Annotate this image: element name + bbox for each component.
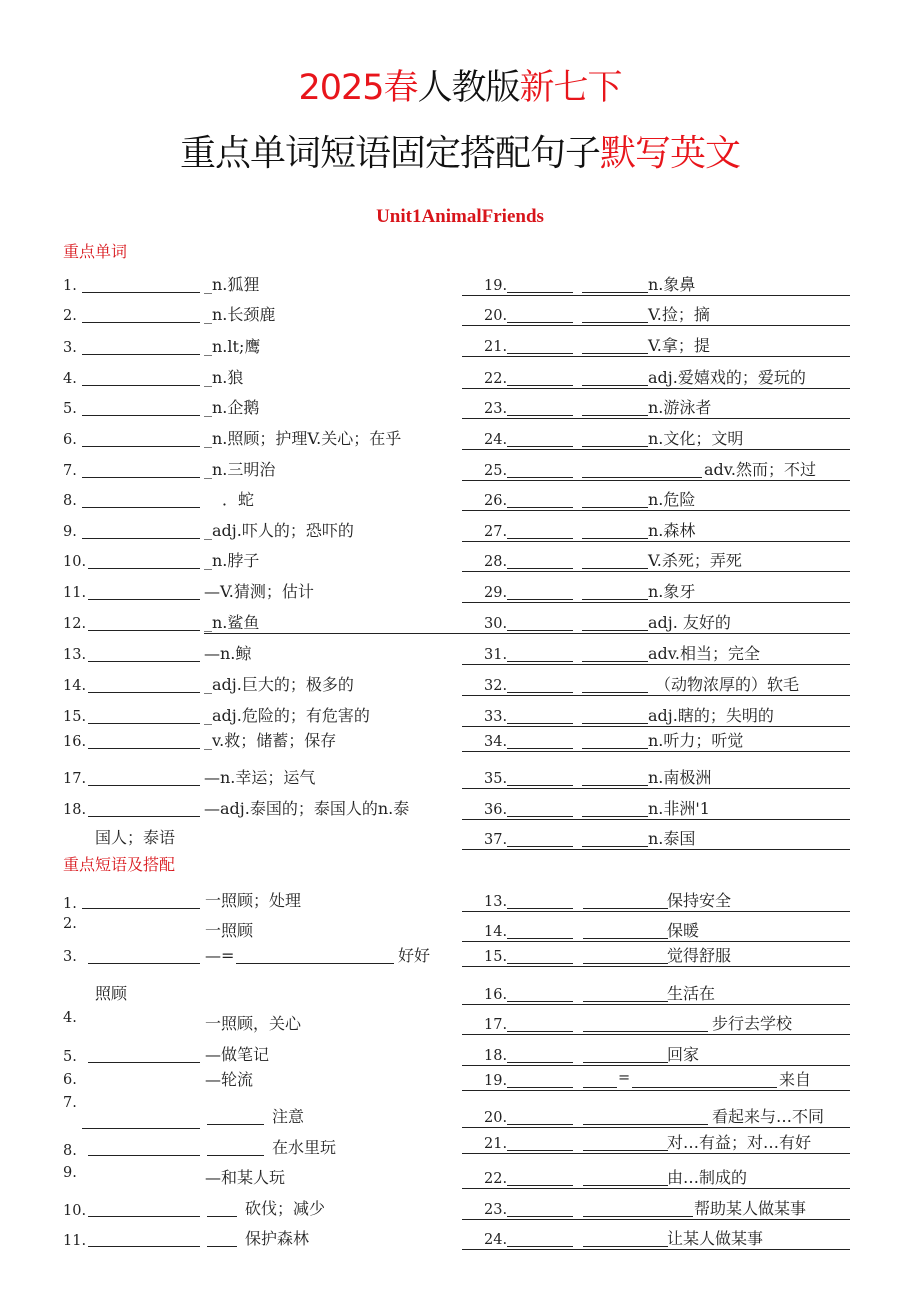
- phrase-hint: —和某人玩: [205, 1168, 286, 1187]
- answer-blank[interactable]: [88, 661, 200, 662]
- row-line: [462, 966, 850, 967]
- unit-title: Unit1AnimalFriends: [376, 206, 544, 227]
- row-line: [462, 941, 850, 942]
- word-number: 4.: [63, 371, 77, 387]
- word-hint: _n.长颈鹿: [204, 305, 276, 324]
- phrase-number: 20.: [484, 1110, 508, 1126]
- word-number: 26.: [484, 493, 508, 509]
- answer-blank-2[interactable]: [207, 1246, 237, 1247]
- answer-blank-2[interactable]: [583, 1124, 708, 1125]
- row-line: [462, 1004, 850, 1005]
- row-line: [462, 388, 850, 389]
- word-number: 31.: [484, 647, 508, 663]
- word-hint: n.象鼻: [648, 275, 696, 294]
- answer-blank[interactable]: [88, 816, 200, 817]
- answer-blank-1[interactable]: [507, 1185, 573, 1186]
- phrase-hint: 回家: [667, 1045, 700, 1064]
- word-hint: n.森林: [648, 521, 696, 540]
- word-hint: （动物浓厚的）软毛: [655, 675, 800, 694]
- phrase-hint: 觉得舒服: [667, 946, 732, 965]
- answer-blank-1[interactable]: [507, 846, 573, 847]
- row-line: [462, 541, 850, 542]
- word-number: 21.: [484, 339, 508, 355]
- answer-blank-1[interactable]: [507, 446, 573, 447]
- row-line: [462, 356, 850, 357]
- row-line: [462, 751, 850, 752]
- row-line: [462, 633, 850, 634]
- answer-blank[interactable]: [88, 748, 200, 749]
- word-number: 7.: [63, 463, 77, 479]
- word-hint: —n.幸运；运气: [204, 768, 316, 787]
- phrase-hint: —轮流: [205, 1070, 254, 1089]
- answer-blank[interactable]: [88, 1062, 200, 1063]
- answer-blank-1[interactable]: [507, 292, 573, 293]
- word-number: 3.: [63, 340, 77, 356]
- answer-blank[interactable]: [88, 1216, 200, 1217]
- word-hint: ．蛇: [222, 490, 255, 509]
- word-hint: _v.救；储蓄；保存: [204, 731, 337, 750]
- answer-blank-2[interactable]: [583, 908, 668, 909]
- word-number: 17.: [63, 771, 87, 787]
- phrase-hint: 由…制成的: [667, 1168, 748, 1187]
- row-line: [462, 1219, 850, 1220]
- answer-blank-3[interactable]: [632, 1087, 777, 1088]
- answer-blank-2[interactable]: [582, 661, 648, 662]
- word-number: 5.: [63, 401, 77, 417]
- answer-blank-2[interactable]: [582, 322, 648, 323]
- word-number: 15.: [63, 709, 87, 725]
- answer-blank[interactable]: [82, 908, 200, 909]
- title-grade: 新七下: [519, 68, 622, 108]
- answer-blank-2[interactable]: [583, 1150, 668, 1151]
- answer-blank-2[interactable]: [582, 748, 648, 749]
- phrase-hint: 一照顾，关心: [205, 1014, 302, 1033]
- answer-blank-1[interactable]: [507, 568, 573, 569]
- answer-blank-2[interactable]: [582, 692, 648, 693]
- word-hint: _n.鲨鱼: [204, 613, 260, 632]
- answer-blank-1[interactable]: [507, 630, 573, 631]
- title-dictation: 默写英文: [600, 133, 741, 174]
- answer-blank-1[interactable]: [507, 1087, 573, 1088]
- answer-blank-1[interactable]: [507, 322, 573, 323]
- word-hint: —n.鲸: [204, 644, 252, 663]
- word-hint: _n.狐狸: [204, 275, 260, 294]
- phrase-hint: 保护森林: [245, 1229, 310, 1248]
- answer-blank-1[interactable]: [507, 477, 573, 478]
- answer-blank-2[interactable]: [583, 1001, 668, 1002]
- phrase-hint: 注意: [272, 1107, 305, 1126]
- row-line: [462, 726, 850, 727]
- answer-blank-2[interactable]: [583, 963, 668, 964]
- phrase-hint: 在水里玩: [272, 1138, 337, 1157]
- answer-blank-2[interactable]: [207, 1155, 264, 1156]
- word-number: 19.: [484, 278, 508, 294]
- answer-blank-2[interactable]: [582, 477, 702, 478]
- answer-blank-1[interactable]: [507, 908, 573, 909]
- answer-blank[interactable]: [88, 630, 200, 631]
- phrase-hint: 帮助某人做某事: [694, 1199, 807, 1218]
- phrase-number: 9.: [63, 1165, 77, 1181]
- phrase-number: 13.: [484, 894, 508, 910]
- answer-blank[interactable]: [88, 692, 200, 693]
- answer-blank-2[interactable]: [582, 538, 648, 539]
- row-line: [462, 664, 850, 665]
- row-line: [462, 695, 850, 696]
- answer-blank-2[interactable]: [582, 292, 648, 293]
- word-number: 10.: [63, 554, 87, 570]
- title-edition: 人教版: [417, 68, 520, 108]
- word-hint: _adj.危险的；有危害的: [204, 706, 370, 725]
- answer-blank[interactable]: [82, 354, 200, 355]
- title-spring: 春: [383, 68, 418, 108]
- phrase-number: 5.: [63, 1049, 77, 1065]
- word-hint: adj.瞎的；失明的: [648, 706, 774, 725]
- answer-blank-2[interactable]: [236, 963, 394, 964]
- word-hint: _n.lt;鹰: [204, 337, 261, 356]
- row-line: [462, 418, 850, 419]
- row-line: [462, 480, 850, 481]
- phrase-hint: 一照顾: [205, 921, 254, 940]
- word-hint: _n.企鹅: [204, 398, 260, 417]
- answer-blank[interactable]: [82, 507, 200, 508]
- answer-blank[interactable]: [82, 538, 200, 539]
- word-hint: _adj.吓人的；恐吓的: [204, 521, 354, 540]
- phrase-number: 24.: [484, 1232, 508, 1248]
- row-line: [462, 1249, 850, 1250]
- word-hint: n.象牙: [648, 582, 696, 601]
- row-line: [462, 325, 850, 326]
- answer-blank-1[interactable]: [507, 1150, 573, 1151]
- answer-blank-1[interactable]: [507, 1001, 573, 1002]
- word-hint: n.泰国: [648, 829, 696, 848]
- phrase-hint: 保持安全: [667, 891, 732, 910]
- answer-blank[interactable]: [82, 385, 200, 386]
- answer-blank-1[interactable]: [507, 785, 573, 786]
- answer-blank[interactable]: [88, 1155, 200, 1156]
- word-number: 18.: [63, 802, 87, 818]
- word-18-continuation: 国人；泰语: [95, 828, 176, 847]
- word-hint: adv.然而；不过: [704, 460, 817, 479]
- phrase-hint-extra: 好好: [398, 946, 431, 965]
- phrase-number: 21.: [484, 1136, 508, 1152]
- word-number: 33.: [484, 709, 508, 725]
- answer-blank-1[interactable]: [507, 816, 573, 817]
- answer-blank-2[interactable]: [583, 1031, 708, 1032]
- word-number: 20.: [484, 308, 508, 324]
- phrase-number: 4.: [63, 1010, 77, 1026]
- row-line: [462, 449, 850, 450]
- phrase-hint: 看起来与…不同: [712, 1107, 825, 1126]
- word-hint: adv.相当；完全: [648, 644, 761, 663]
- word-hint: n.非洲'1: [648, 799, 710, 818]
- page-title-line2: [0, 125, 920, 176]
- answer-blank-2[interactable]: [582, 846, 648, 847]
- section-key-phrases: 重点短语及搭配: [63, 855, 176, 874]
- word-hint: _n.照顾；护理V.关心；在乎: [204, 429, 402, 448]
- phrase-number: 2.: [63, 916, 77, 932]
- word-number: 22.: [484, 371, 508, 387]
- row-line: [462, 1090, 850, 1091]
- row-line: [462, 1034, 850, 1035]
- phrase-number: 1.: [63, 896, 77, 912]
- answer-blank-2[interactable]: [582, 446, 648, 447]
- word-number: 9.: [63, 524, 77, 540]
- word-hint: adj.爱嬉戏的；爱玩的: [648, 368, 806, 387]
- phrase-hint: —做笔记: [205, 1045, 270, 1064]
- phrase-hint: 对…有益；对…有好: [667, 1133, 812, 1152]
- phrase-number: 3.: [63, 949, 77, 965]
- answer-blank-1[interactable]: [507, 1062, 573, 1063]
- row-line: [462, 510, 850, 511]
- phrase-hint: 让某人做某事: [667, 1229, 764, 1248]
- answer-blank[interactable]: [82, 446, 200, 447]
- answer-blank-1[interactable]: [507, 748, 573, 749]
- phrase-number: 14.: [484, 924, 508, 940]
- word-number: 6.: [63, 432, 77, 448]
- phrase-number: 8.: [63, 1143, 77, 1159]
- phrase-hint: 步行去学校: [712, 1014, 793, 1033]
- answer-blank-2[interactable]: [582, 385, 648, 386]
- word-hint: _n.脖子: [204, 551, 260, 570]
- answer-blank-1[interactable]: [507, 385, 573, 386]
- phrase-number: 19.: [484, 1073, 508, 1089]
- answer-blank-2[interactable]: [583, 938, 668, 939]
- word-hint: n.文化；文明: [648, 429, 744, 448]
- phrase-number: 16.: [484, 987, 508, 1003]
- answer-blank-2[interactable]: [582, 415, 648, 416]
- answer-blank-2[interactable]: [582, 816, 648, 817]
- phrase-number: 15.: [484, 949, 508, 965]
- row-line: [462, 1153, 850, 1154]
- word-hint: n.听力；听觉: [648, 731, 744, 750]
- row-line: [462, 788, 850, 789]
- page-title-line1: [0, 60, 920, 110]
- answer-blank-1[interactable]: [507, 938, 573, 939]
- word-hint: _adj.巨大的；极多的: [204, 675, 354, 694]
- answer-blank-2[interactable]: [582, 723, 648, 724]
- phrase-number: 7.: [63, 1095, 77, 1111]
- phrase-number: 22.: [484, 1171, 508, 1187]
- answer-blank-1[interactable]: [507, 1031, 573, 1032]
- answer-blank-1[interactable]: [507, 723, 573, 724]
- word-number: 24.: [484, 432, 508, 448]
- phrase-number: 17.: [484, 1017, 508, 1033]
- answer-blank[interactable]: [82, 292, 200, 293]
- word-number: 35.: [484, 771, 508, 787]
- answer-blank-2[interactable]: [583, 1216, 693, 1217]
- row-line: [462, 849, 850, 850]
- answer-blank-2[interactable]: [583, 1246, 668, 1247]
- word-hint: _n.三明治: [204, 460, 276, 479]
- word-number: 8.: [63, 493, 77, 509]
- phrase-hint: 砍伐；减少: [245, 1199, 326, 1218]
- row-line: [462, 1188, 850, 1189]
- answer-blank-1[interactable]: [507, 599, 573, 600]
- answer-blank[interactable]: [82, 322, 200, 323]
- word-number: 28.: [484, 554, 508, 570]
- title-main: 重点单词短语固定搭配句子: [179, 133, 600, 174]
- word-number: 2.: [63, 308, 77, 324]
- title-year: 2025: [298, 68, 384, 108]
- phrase-hint: 生活在: [667, 984, 716, 1003]
- answer-blank-2[interactable]: [207, 1216, 237, 1217]
- answer-blank[interactable]: [88, 599, 200, 600]
- phrase-hint: 照顾: [95, 984, 128, 1003]
- divider-line: [204, 633, 462, 634]
- word-number: 14.: [63, 678, 87, 694]
- word-hint: _n.狼: [204, 368, 244, 387]
- answer-blank[interactable]: [88, 1246, 200, 1247]
- word-number: 34.: [484, 734, 508, 750]
- answer-blank-2[interactable]: [583, 1185, 668, 1186]
- word-hint: —adj.泰国的；泰国人的n.泰: [204, 799, 410, 818]
- phrase-hint: 保暖: [667, 921, 700, 940]
- answer-blank-1[interactable]: [507, 963, 573, 964]
- answer-blank-1[interactable]: [507, 415, 573, 416]
- section-key-words: 重点单词: [63, 242, 128, 261]
- row-line: [462, 819, 850, 820]
- answer-blank-2[interactable]: [582, 507, 648, 508]
- word-number: 13.: [63, 647, 87, 663]
- phrase-number: 11.: [63, 1233, 87, 1249]
- phrase-equals: =: [618, 1070, 631, 1086]
- word-number: 11.: [63, 585, 87, 601]
- answer-blank[interactable]: [88, 963, 200, 964]
- word-number: 30.: [484, 616, 508, 632]
- answer-blank[interactable]: [88, 568, 200, 569]
- answer-blank-1[interactable]: [507, 1216, 573, 1217]
- answer-blank-2[interactable]: [582, 353, 648, 354]
- row-line: [462, 1127, 850, 1128]
- phrase-number: 6.: [63, 1072, 77, 1088]
- row-line: [462, 295, 850, 296]
- word-number: 1.: [63, 278, 77, 294]
- word-hint: V.拿；提: [648, 336, 710, 355]
- answer-blank-1[interactable]: [507, 1246, 573, 1247]
- word-number: 16.: [63, 734, 87, 750]
- answer-blank-1[interactable]: [507, 692, 573, 693]
- answer-blank[interactable]: [82, 1128, 200, 1129]
- word-number: 32.: [484, 678, 508, 694]
- phrase-number: 23.: [484, 1202, 508, 1218]
- answer-blank-1[interactable]: [507, 1124, 573, 1125]
- answer-blank-2[interactable]: [582, 785, 648, 786]
- row-line: [462, 911, 850, 912]
- answer-blank-2[interactable]: [583, 1062, 668, 1063]
- word-number: 23.: [484, 401, 508, 417]
- word-hint: n.游泳者: [648, 398, 712, 417]
- phrase-hint: 来自: [779, 1070, 812, 1089]
- phrase-number: 10.: [63, 1203, 87, 1219]
- row-line: [462, 571, 850, 572]
- answer-blank-1[interactable]: [507, 661, 573, 662]
- answer-blank-2[interactable]: [582, 599, 648, 600]
- answer-blank[interactable]: [82, 415, 200, 416]
- word-number: 12.: [63, 616, 87, 632]
- phrase-hint: 一照顾；处理: [205, 891, 302, 910]
- row-line: [462, 1065, 850, 1066]
- answer-blank-1[interactable]: [507, 538, 573, 539]
- answer-blank[interactable]: [88, 785, 200, 786]
- answer-blank-2[interactable]: [582, 630, 648, 631]
- word-hint: adj. 友好的: [648, 613, 731, 632]
- word-hint: —V.猜测；估计: [204, 582, 314, 601]
- word-number: 25.: [484, 463, 508, 479]
- word-hint: n.危险: [648, 490, 696, 509]
- word-hint: V.捡；摘: [648, 305, 710, 324]
- word-hint: V.杀死；弄死: [648, 551, 742, 570]
- word-number: 27.: [484, 524, 508, 540]
- answer-blank-2[interactable]: [582, 568, 648, 569]
- answer-blank[interactable]: [88, 723, 200, 724]
- answer-blank[interactable]: [82, 477, 200, 478]
- word-hint: n.南极洲: [648, 768, 712, 787]
- answer-blank[interactable]: [207, 1124, 264, 1125]
- phrase-number: 18.: [484, 1048, 508, 1064]
- row-line: [462, 602, 850, 603]
- word-number: 29.: [484, 585, 508, 601]
- answer-blank-2[interactable]: [583, 1087, 617, 1088]
- word-number: 36.: [484, 802, 508, 818]
- answer-blank-1[interactable]: [507, 507, 573, 508]
- phrase-hint: —=: [205, 946, 235, 965]
- word-number: 37.: [484, 832, 508, 848]
- answer-blank-1[interactable]: [507, 353, 573, 354]
